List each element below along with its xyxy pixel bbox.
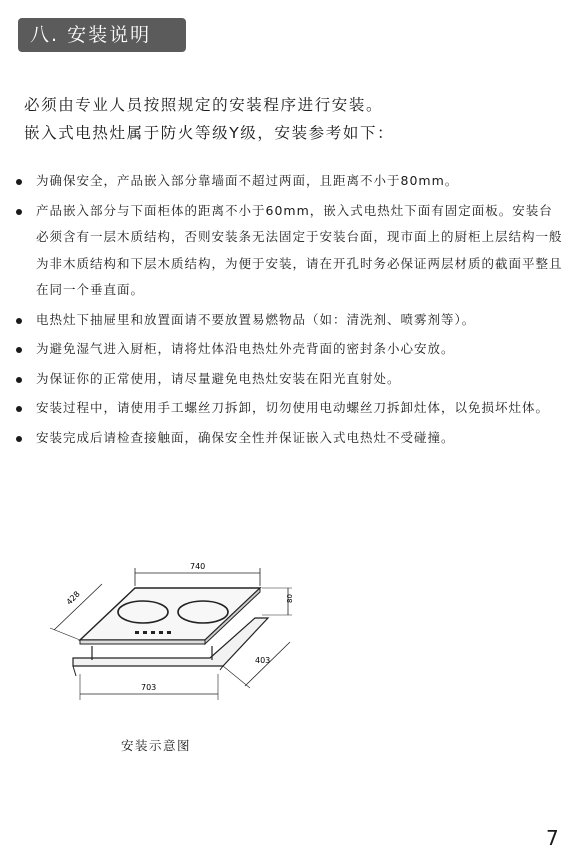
list-item xyxy=(14,425,564,452)
list-item xyxy=(14,395,564,422)
list-item-text: 安装过程中，请使用手工螺丝刀拆卸，切勿使用电动螺丝刀拆卸灶体，以免损坏灶体。 xyxy=(36,400,550,415)
list-item-text: 为避免湿气进入厨柜，请将灶体沿电热灶外壳背面的密封条小心安放。 xyxy=(36,341,455,356)
list-item xyxy=(14,307,564,334)
list-item xyxy=(14,198,564,304)
dimension-cutout-width-label: 703 xyxy=(141,683,157,692)
hob-front-edge xyxy=(80,640,205,644)
bullet-icon xyxy=(16,436,22,442)
dimension-cutout-depth-label: 403 xyxy=(255,656,271,665)
section-title: 八. 安装说明 xyxy=(18,18,186,52)
dimension-width-label: 740 xyxy=(190,562,206,571)
intro-line-1: 必须由专业人员按照规定的安装程序进行安装。 xyxy=(24,96,384,114)
diagram-caption: 安装示意图 xyxy=(121,738,192,753)
dimension-height-label: 80 xyxy=(286,594,294,603)
bullet-icon xyxy=(16,377,22,383)
installation-diagram xyxy=(40,558,320,708)
bullet-icon xyxy=(16,209,22,215)
installation-notes-list xyxy=(14,168,564,454)
list-item xyxy=(14,168,564,195)
list-item-text: 为确保安全，产品嵌入部分靠墙面不超过两面，且距离不小于80mm。 xyxy=(36,173,459,188)
list-item-text: 为保证你的正常使用，请尽量避免电热灶安装在阳光直射处。 xyxy=(36,370,401,386)
bullet-icon xyxy=(16,318,22,324)
bullet-icon xyxy=(16,347,22,353)
dimension-depth-label: 428 xyxy=(64,589,82,607)
bullet-icon xyxy=(16,179,22,185)
bullet-icon xyxy=(16,406,22,412)
intro-line-2: 嵌入式电热灶属于防火等级Y级，安装参考如下： xyxy=(24,124,395,142)
page-number: 7 xyxy=(546,826,559,850)
list-item-text: 电热灶下抽屉里和放置面请不要放置易燃物品（如：清洗剂、喷雾剂等）。 xyxy=(36,311,476,327)
list-item-text: 安装完成后请检查接触面，确保安全性并保证嵌入式电热灶不受碰撞。 xyxy=(36,429,455,445)
list-item-text: 产品嵌入部分与下面柜体的距离不小于60mm，嵌入式电热灶下面有固定面板。安装台必须含有一层木质结构，否则安装条无法固定于安装台面，现市面上的厨柜上层结构一般为非木质结构和下层木质结构，为便于安装，请在开孔时务必保证两层材质的截面平整且在同一个垂直面。 xyxy=(36,202,563,297)
list-item xyxy=(14,336,564,363)
list-item xyxy=(14,366,564,393)
